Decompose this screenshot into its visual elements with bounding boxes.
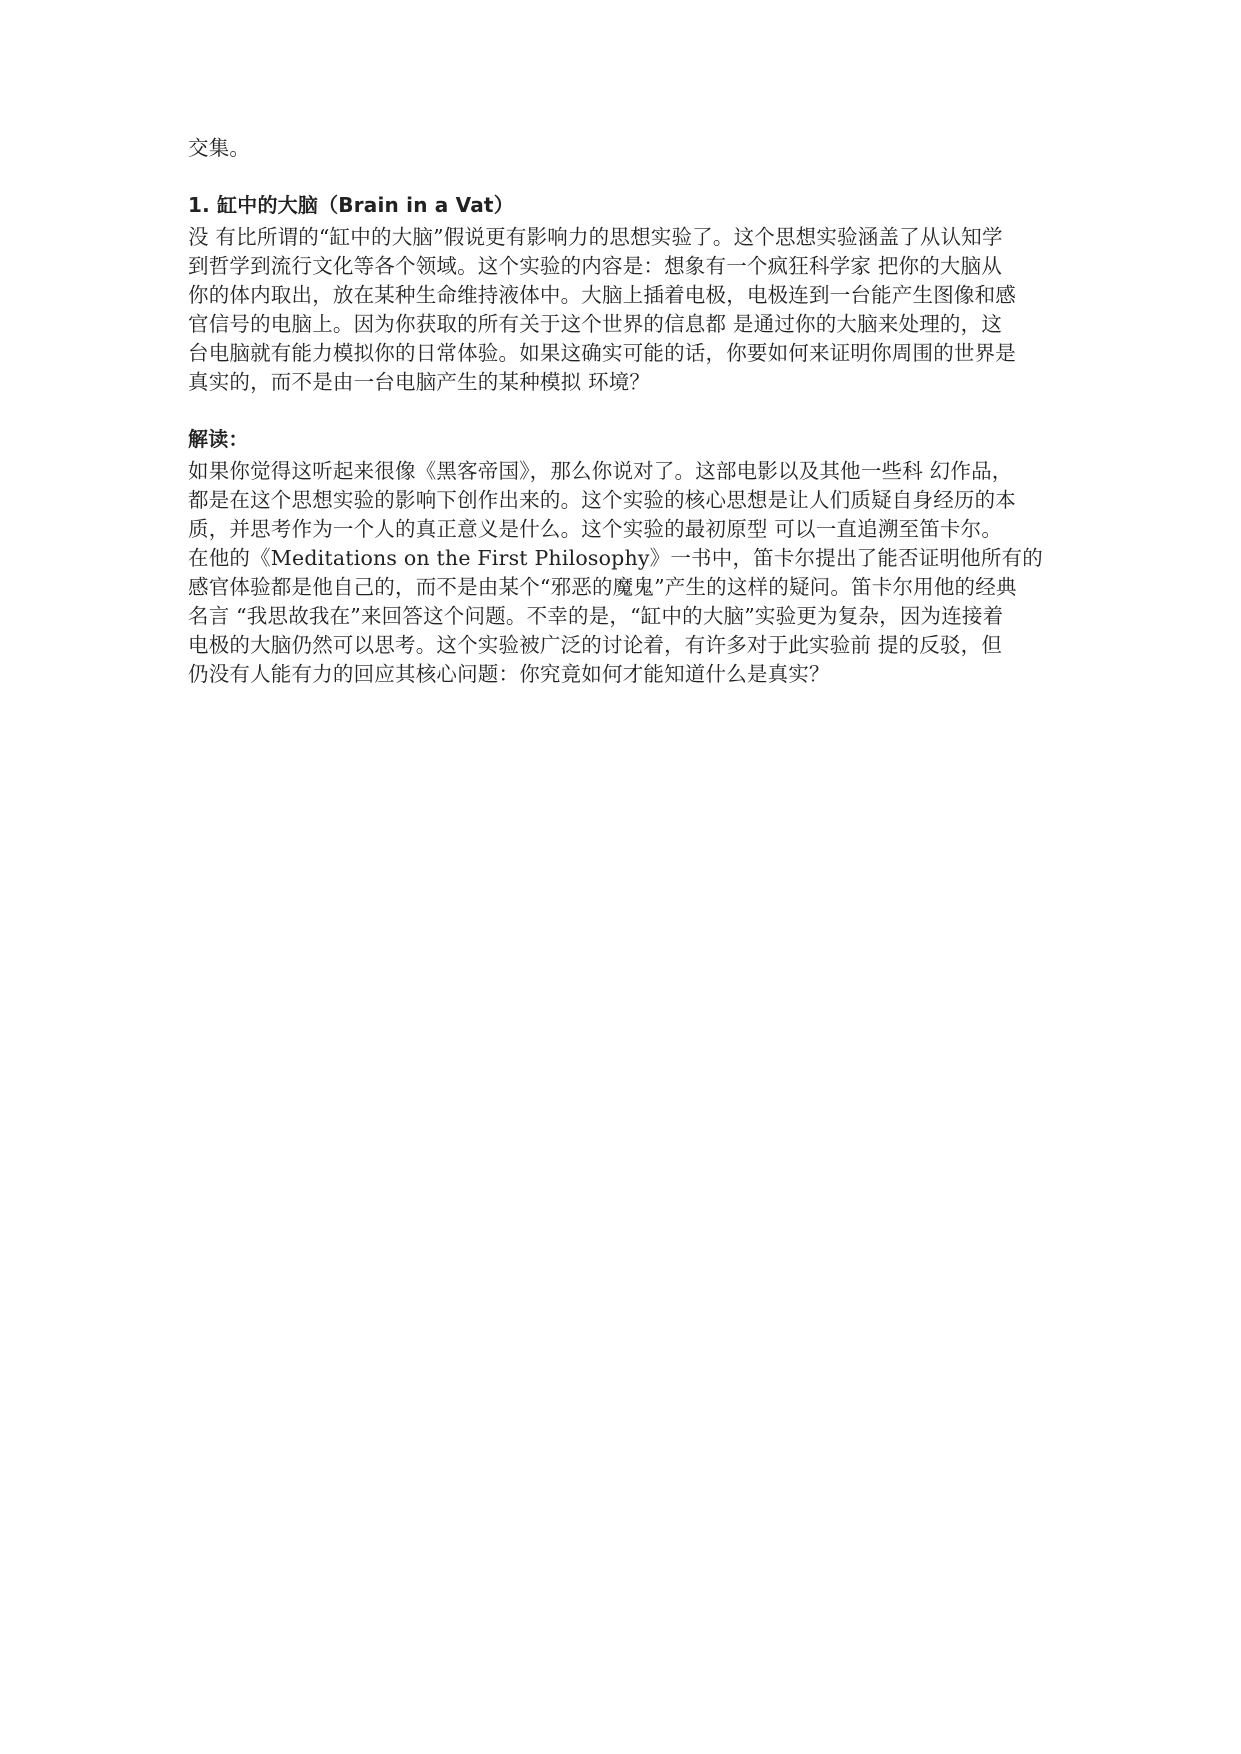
paragraph-line: 台电脑就有能力模拟你的日常体验。如果这确实可能的话，你要如何来证明你周围的世界是 [188,341,1016,365]
paragraph-line: 感官体验都是他自己的，而不是由某个“邪恶的魔鬼”产生的这样的疑问。笛卡尔用他的经典 [188,575,1017,599]
paragraph-line: 在他的《Meditations on the First Philosophy》一书中，笛卡尔提出了能否证明他所有的 [188,546,1043,570]
paragraph-line: 质，并思考作为一个人的真正意义是什么。这个实验的最初原型 可以一直追溯至笛卡尔。 [188,517,1003,541]
paragraph-line: 电极的大脑仍然可以思考。这个实验被广泛的讨论着，有许多对于此实验前 提的反驳，但 [188,633,1003,657]
paragraph-line: 到哲学到流行文化等各个领域。这个实验的内容是：想象有一个疯狂科学家 把你的大脑从 [188,254,1003,278]
paragraph-line: 都是在这个思想实验的影响下创作出来的。这个实验的核心思想是让人们质疑自身经历的本 [188,488,1016,512]
paragraph-line: 如果你觉得这听起来很像《黑客帝国》，那么你说对了。这部电影以及其他一些科 幻作品， [188,459,1013,483]
paragraph-line: 你的体内取出，放在某种生命维持液体中。大脑上插着电极，电极连到一台能产生图像和感 [188,283,1016,307]
paragraph-line: 没 有比所谓的“缸中的大脑”假说更有影响力的思想实验了。这个思想实验涵盖了从认知学 [188,225,1003,249]
paragraph-line: 真实的，而不是由一台电脑产生的某种模拟 环境？ [188,370,651,394]
paragraph-line: 仍没有人能有力的回应其核心问题：你究竟如何才能知道什么是真实？ [188,662,830,686]
intro-tail-text: 交集。 [188,136,251,160]
interpretation-heading: 解读： [188,427,249,451]
paragraph-line: 名言 “我思故我在”来回答这个问题。不幸的是，“缸中的大脑”实验更为复杂，因为连接着 [188,604,1004,628]
paragraph-line: 官信号的电脑上。因为你获取的所有关于这个世界的信息都 是通过你的大脑来处理的，这 [188,312,1003,336]
section-heading: 1. 缸中的大脑（Brain in a Vat） [188,193,514,217]
